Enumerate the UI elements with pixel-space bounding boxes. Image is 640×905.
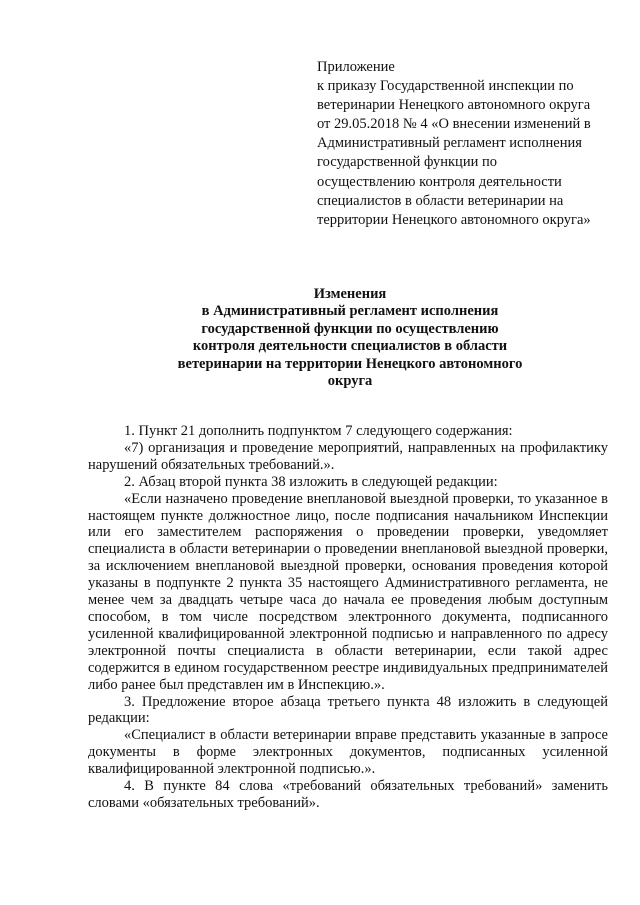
paragraph-item-3-text: «Специалист в области ветеринарии вправе представить указанные в запросе документы в форме электронных документов, подписанных усиленной квалифицированной электронной подписью.».: [88, 727, 608, 778]
paragraph-item-3: 3. Предложение второе абзаца третьего пункта 48 изложить в следующей редакции:: [88, 693, 608, 727]
appendix-header: Приложение к приказу Государственной инспекции по ветеринарии Ненецкого автономного округа от 29.05.2018 № 4 «О внесении изменений в Административный регламент исполнения государственной функции по осуществлению контроля деятельности специалистов в области ветеринарии на территории Ненецкого автономного округа»: [317, 59, 591, 228]
paragraph-item-2-text: «Если назначено проведение внеплановой выездной проверки, то указанное в настоящем пункте должностное лицо, после подписания начальником Инспекции или его заместителем распоряжения о проведении проверки, уведомляет специалиста в области ветеринарии о проведении внеплановой выездной проверки, за исключением внеплановой выездной проверки, основания проведения которой указаны в подпункте 2 пункта 35 настоящего Административного регламента, не менее чем за двадцать четыре часа до начала ее проведения любым доступным способом, в том числе посредством электронного документа, подписанного усиленной квалифицированной электронной подписью и направленного по адресу электронной почты специалиста в области ветеринарии, если такой адрес содержится в едином государственном реестре индивидуальных предпринимателей либо ранее был представлен им в Инспекцию.».: [88, 490, 608, 693]
paragraph-item-4: 4. В пункте 84 слова «требований обязательных требований» заменить словами «обязательных требований».: [88, 778, 608, 811]
paragraph-item-1: 1. Пункт 21 дополнить подпунктом 7 следующего содержания:: [124, 423, 513, 439]
document-body: [88, 423, 608, 812]
paragraph-item-2: 2. Абзац второй пункта 38 изложить в следующей редакции:: [124, 473, 498, 490]
paragraph-item-1-text: «7) организация и проведение мероприятий, направленных на профилактику нарушений обязательных требований.».: [88, 439, 608, 473]
document-title: Изменения в Административный регламент исполнения государственной функции по осуществлению контроля деятельности специалистов в области ветеринарии на территории Ненецкого автономного округа: [177, 286, 523, 390]
